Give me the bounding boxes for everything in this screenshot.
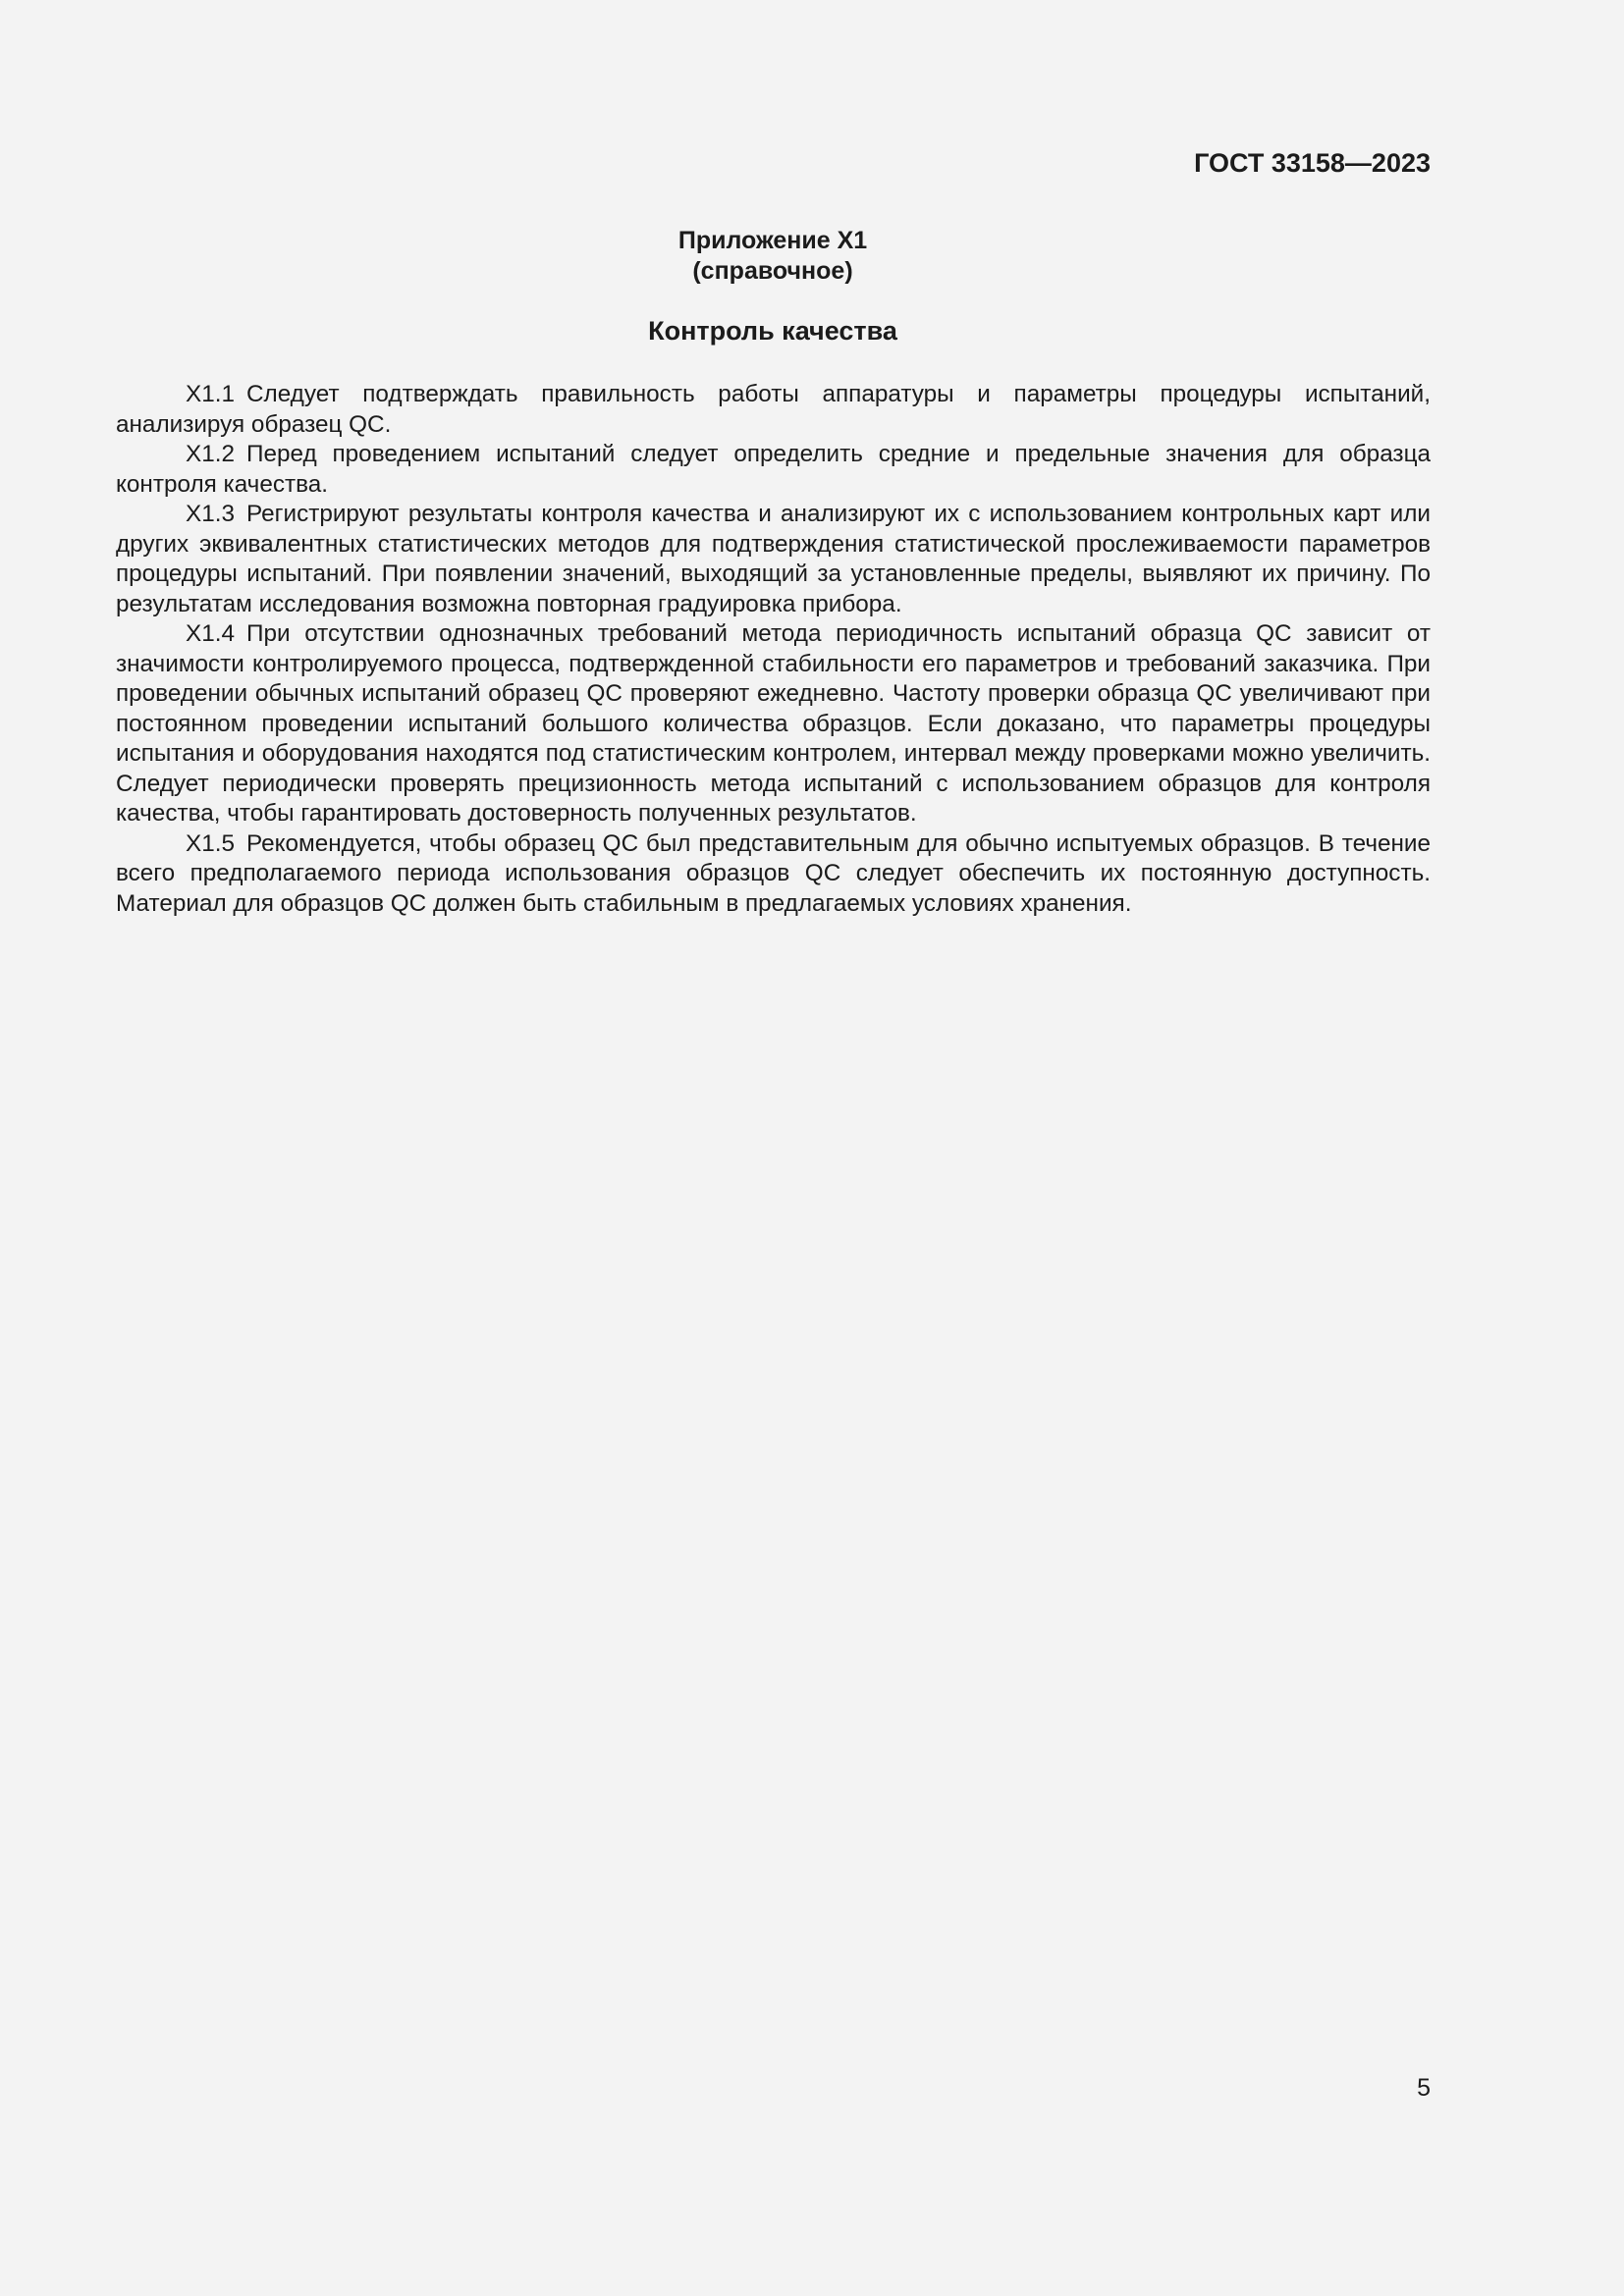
paragraph-number: X1.3 bbox=[186, 501, 235, 527]
paragraph-text: Регистрируют результаты контроля качества и анализируют их с использованием контрольных карт или других эквивалентных статистических методов для подтверждения статистической прослеживаемости параметров процедуры испытаний. При появлении значений, выходящий за установленные пределы, выявляют их причину. По результатам исследования возможна повторная градуировка прибора. bbox=[116, 501, 1431, 617]
paragraph-number: X1.5 bbox=[186, 829, 235, 857]
appendix-status: (справочное) bbox=[692, 257, 853, 285]
paragraph-text: Рекомендуется, чтобы образец QC был представительным для обычно испытуемых образцов. В течение всего предполагаемого периода использования образцов QC следует обеспечить их постоянную доступность. Материал для образцов QC должен быть стабильным в предлагаемых условиях хранения. bbox=[116, 829, 1431, 917]
appendix-title: Приложение X1 bbox=[677, 227, 868, 254]
paragraph-text: Следует подтверждать правильность работы аппаратуры и параметры процедуры испытаний, анализируя образец QC. bbox=[116, 381, 1431, 438]
page-number: 5 bbox=[1417, 2074, 1431, 2102]
section-title: Контроль качества bbox=[648, 316, 897, 346]
paragraph-number: X1.1 bbox=[186, 381, 235, 407]
paragraph-x1-1 bbox=[116, 380, 1431, 440]
paragraph-x1-5 bbox=[116, 829, 1431, 920]
paragraph-number: X1.4 bbox=[186, 620, 235, 647]
paragraph-text: Перед проведением испытаний следует определить средние и предельные значения для образца контроля качества. bbox=[116, 441, 1431, 498]
document-code: ГОСТ 33158—2023 bbox=[1194, 148, 1431, 178]
paragraph-x1-2 bbox=[116, 440, 1431, 500]
paragraph-number: X1.2 bbox=[186, 441, 235, 467]
paragraph-x1-4 bbox=[116, 619, 1431, 829]
body-text bbox=[116, 380, 1431, 919]
appendix-heading bbox=[0, 226, 1545, 287]
paragraph-text: При отсутствии однозначных требований метода периодичность испытаний образца QC зависит от значимости контролируемого процесса, подтвержденной стабильности его параметров и требований заказчика. При проведении обычных испытаний образец QC проверяют ежедневно. Частоту проверки образца QC увеличивают при постоянном проведении испытаний большого количества образцов. Если доказано, что параметры процедуры испытания и оборудования находятся под статистическим контролем, интервал между проверками можно увеличить. Следует периодически проверять прецизионность метода испытаний с использованием образцов для контроля качества, чтобы гарантировать достоверность полученных результатов. bbox=[116, 620, 1431, 827]
paragraph-x1-3 bbox=[116, 500, 1431, 619]
